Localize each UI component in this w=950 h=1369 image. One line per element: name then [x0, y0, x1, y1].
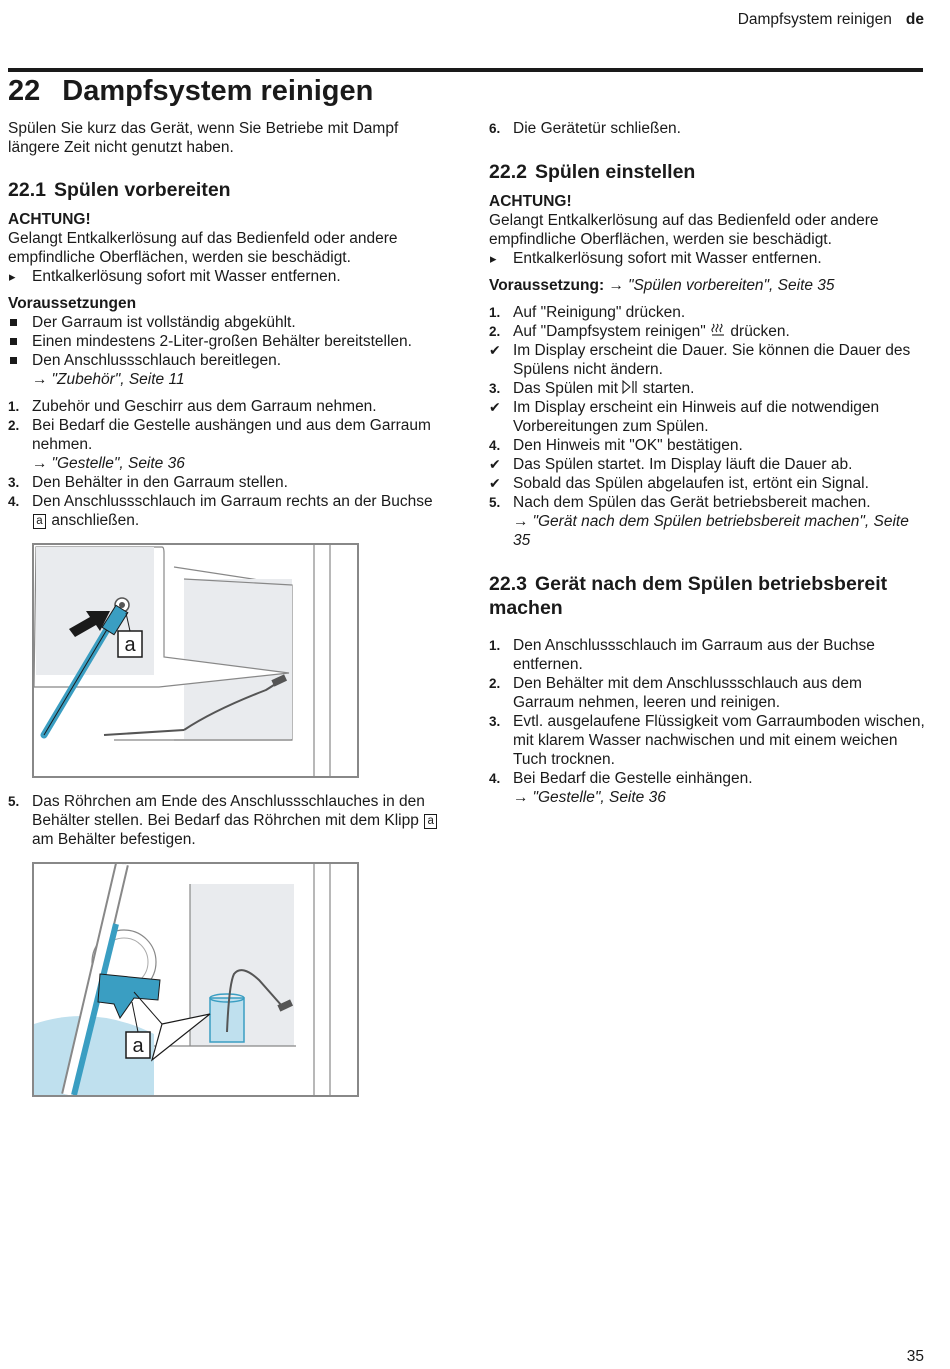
step-text: Den Anschlussschlauch im Garraum aus der Buchse entfernen. — [513, 637, 875, 673]
step-number: 1. — [489, 638, 501, 653]
step-item — [489, 493, 925, 550]
step-text: Auf "Reinigung" drücken. — [513, 304, 686, 321]
running-header — [738, 10, 924, 29]
steps-list-step6 — [489, 119, 925, 138]
steam-clean-icon — [710, 323, 726, 337]
tube-in-container-illustration — [34, 864, 357, 1095]
page-number: 35 — [906, 1348, 924, 1365]
step-text: starten. — [642, 380, 695, 397]
prerequisites-list — [8, 313, 448, 389]
warning-text: Gelangt Entkalkerlösung auf das Bedienfeld oder andere empfindliche Oberflächen, werden sie beschädigt. — [489, 212, 879, 248]
step-text: Im Display erscheint ein Hinweis auf die notwendigen Vorbereitungen zum Spülen. — [513, 399, 880, 435]
header-lang: de — [905, 11, 924, 28]
step-text: Auf "Dampfsystem reinigen" — [513, 323, 706, 340]
figure-label-a: a — [132, 1035, 144, 1057]
check-icon: ✔ — [489, 475, 501, 491]
result-item — [489, 474, 925, 493]
section-title: Spülen vorbereiten — [53, 179, 231, 201]
step-text: Evtl. ausgelaufene Flüssigkeit vom Garraumboden wischen, mit klarem Wasser nachwischen und mit einem weichen Tuch trocknen. — [513, 713, 925, 768]
section-number: 22.3 — [489, 573, 527, 595]
cross-reference-text: "Gestelle", Seite 36 — [532, 789, 666, 806]
step-number: 2. — [489, 676, 501, 691]
prerequisite-label: Voraussetzung: — [489, 277, 605, 294]
step-number: 3. — [489, 381, 501, 396]
list-item: Der Garraum ist vollständig abgekühlt. — [8, 313, 448, 332]
step-item — [8, 473, 448, 492]
step-number: 4. — [489, 771, 501, 786]
step-number: 5. — [8, 794, 20, 809]
warning-action: ▸ Entkalkerlösung sofort mit Wasser entfernen. — [8, 267, 448, 286]
step-text: drücken. — [730, 323, 790, 340]
list-item — [8, 351, 448, 389]
figure-tube-in-container — [32, 862, 359, 1097]
arrow-icon: → — [513, 513, 529, 530]
section-number: 22.1 — [8, 179, 46, 201]
prerequisite-line — [489, 276, 925, 295]
step-text: am Behälter befestigen. — [32, 831, 196, 848]
header-section: Dampfsystem reinigen — [737, 11, 892, 28]
steps-list — [489, 303, 925, 550]
cross-reference-text: "Gestelle", Seite 36 — [51, 455, 185, 472]
right-column — [489, 119, 925, 807]
step-text: anschließen. — [51, 512, 140, 529]
step-number: 2. — [489, 324, 501, 339]
cross-reference-text: "Spülen vorbereiten", Seite 35 — [627, 277, 835, 294]
step-number: 4. — [8, 494, 20, 509]
check-icon: ✔ — [489, 399, 501, 415]
check-icon: ✔ — [489, 342, 501, 358]
arrow-icon: → — [608, 277, 624, 294]
arrow-icon: → — [32, 455, 48, 472]
steps-list — [8, 397, 448, 530]
arrow-icon: → — [32, 371, 48, 388]
step-text: Bei Bedarf die Gestelle einhängen. — [513, 770, 753, 787]
section-heading-22-1 — [8, 178, 448, 202]
steps-list — [489, 636, 925, 807]
step-number: 2. — [8, 418, 20, 433]
step-text: Zubehör und Geschirr aus dem Garraum nehmen. — [32, 398, 377, 415]
section-heading-22-3 — [489, 572, 925, 620]
step-number: 5. — [489, 495, 501, 510]
step-item — [8, 792, 448, 849]
step-number: 6. — [489, 121, 501, 136]
hose-connection-illustration — [34, 545, 357, 776]
step-number: 4. — [489, 438, 501, 453]
result-item — [489, 341, 925, 379]
list-item-text: Den Anschlussschlauch bereitlegen. — [32, 352, 282, 369]
cross-reference[interactable] — [608, 277, 834, 294]
step-item — [489, 303, 925, 322]
figure-hose-connection — [32, 543, 359, 778]
warning-title: ACHTUNG! — [8, 211, 91, 228]
step-number: 1. — [489, 305, 501, 320]
warning-action: ▸ Entkalkerlösung sofort mit Wasser entfernen. — [489, 249, 925, 268]
start-stop-icon — [622, 380, 638, 394]
step-item — [489, 119, 925, 138]
section-number: 22.2 — [489, 161, 527, 183]
check-icon: ✔ — [489, 456, 501, 472]
step-text: Den Hinweis mit "OK" bestätigen. — [513, 437, 743, 454]
step-text: Das Spülen startet. Im Display läuft die Dauer ab. — [513, 456, 853, 473]
result-item — [489, 455, 925, 474]
step-item — [489, 379, 925, 398]
step-item — [489, 436, 925, 455]
step-text: Den Behälter in den Garraum stellen. — [32, 474, 288, 491]
step-text: Den Anschlussschlauch im Garraum rechts an der Buchse — [32, 493, 433, 510]
step-text: Sobald das Spülen abgelaufen ist, ertönt ein Signal. — [513, 475, 869, 492]
result-item — [489, 398, 925, 436]
section-heading-22-2 — [489, 160, 925, 184]
step-item — [489, 322, 925, 341]
step-number: 3. — [489, 714, 501, 729]
cross-reference-text: "Gerät nach dem Spülen betriebsbereit machen", Seite 35 — [513, 513, 909, 549]
step-number: 3. — [8, 475, 20, 490]
step-item — [489, 636, 925, 674]
chapter-number: 22 — [8, 75, 41, 107]
cross-reference-text: "Zubehör", Seite 11 — [51, 371, 185, 388]
step-text: Das Röhrchen am Ende des Anschlussschlauches in den Behälter stellen. Bei Bedarf das Röhrchen mit dem Klipp — [32, 793, 425, 829]
list-item: Einen mindestens 2-Liter-großen Behälter bereitstellen. — [8, 332, 448, 351]
steps-list-continued — [8, 792, 448, 849]
step-text: Die Gerätetür schließen. — [513, 120, 681, 137]
step-item — [8, 397, 448, 416]
cross-reference[interactable] — [32, 371, 185, 388]
step-item — [489, 674, 925, 712]
step-text: Im Display erscheint die Dauer. Sie können die Dauer des Spülens nicht ändern. — [513, 342, 911, 378]
prerequisites-label: Voraussetzungen — [8, 295, 137, 312]
step-item — [8, 416, 448, 473]
step-number: 1. — [8, 399, 20, 414]
step-text: Nach dem Spülen das Gerät betriebsbereit machen. — [513, 494, 871, 511]
cross-reference[interactable] — [32, 455, 185, 472]
cross-reference[interactable] — [513, 789, 666, 806]
chapter-title — [8, 72, 373, 110]
marker-a-icon: a — [424, 814, 437, 829]
intro-text: Spülen Sie kurz das Gerät, wenn Sie Betriebe mit Dampf längere Zeit nicht genutzt haben. — [8, 120, 399, 156]
step-item — [489, 712, 925, 769]
section-title: Gerät nach dem Spülen betriebsbereit machen — [489, 573, 888, 619]
chapter-title-text: Dampfsystem reinigen — [62, 75, 374, 107]
section-title: Spülen einstellen — [534, 161, 696, 183]
left-column — [8, 119, 448, 1097]
arrow-icon: → — [513, 789, 529, 806]
warning-title: ACHTUNG! — [489, 193, 572, 210]
step-text: Das Spülen mit — [513, 380, 619, 397]
step-item — [8, 492, 448, 530]
warning-text: Gelangt Entkalkerlösung auf das Bedienfeld oder andere empfindliche Oberflächen, werden sie beschädigt. — [8, 230, 398, 266]
marker-a-icon: a — [33, 514, 46, 529]
cross-reference[interactable] — [513, 513, 909, 549]
figure-label-a: a — [124, 634, 136, 656]
step-text: Den Behälter mit dem Anschlussschlauch aus dem Garraum nehmen, leeren und reinigen. — [513, 675, 862, 711]
step-text: Bei Bedarf die Gestelle aushängen und aus dem Garraum nehmen. — [32, 417, 431, 453]
step-item — [489, 769, 925, 807]
